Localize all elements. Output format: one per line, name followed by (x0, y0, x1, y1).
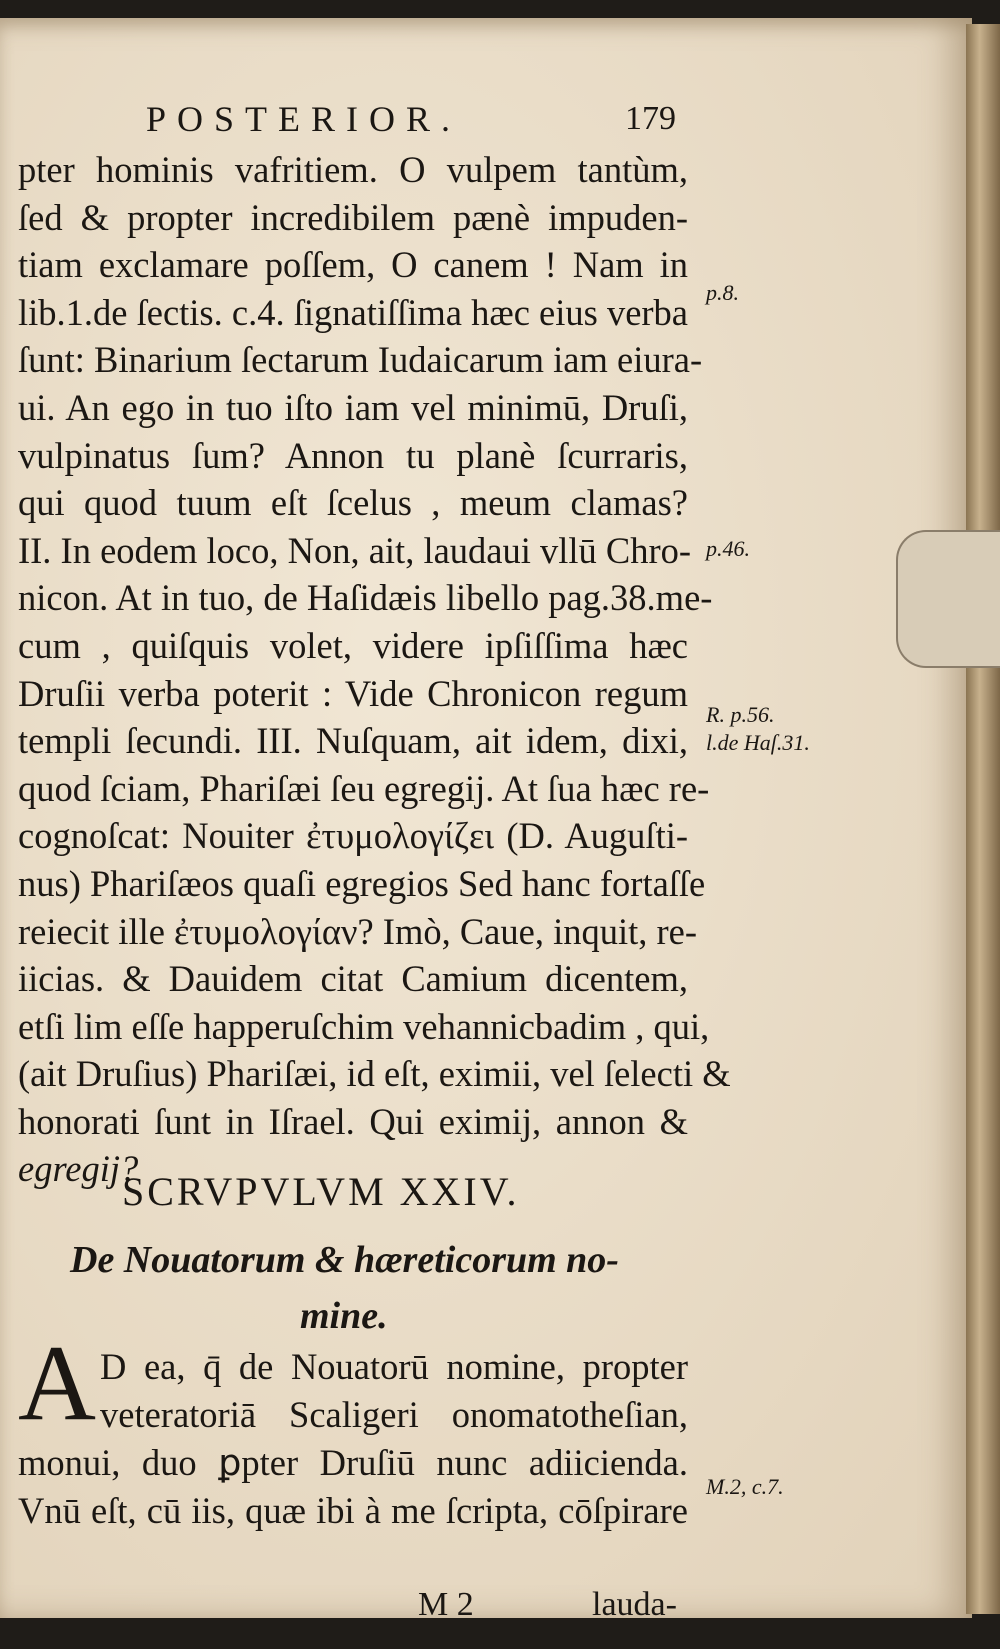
text-line: (ait Druſius) Phariſæi, id eſt, eximii, vel ſelecti & (18, 1053, 731, 1095)
running-title: POSTERIOR. (146, 99, 462, 139)
signature-mark: M 2 (418, 1586, 474, 1623)
text-line: iicias. & Dauidem citat Camium dicentem, (18, 958, 688, 1000)
book-page (0, 18, 972, 1623)
page-edge (966, 24, 1000, 1614)
text-line: cum , quiſquis volet, videre ipſiſſima hæc (18, 624, 688, 666)
margin-note: p.46. (706, 536, 750, 561)
text-line: nus) Phariſæos quaſi egregios Sed hanc fortaſſe (18, 862, 706, 904)
opening-paragraph (18, 1343, 688, 1535)
text-line: II. In eodem loco, Non, ait, laudaui vllū Chro- (18, 529, 692, 571)
catchword: lauda- (592, 1586, 677, 1623)
section-subtitle: De Nouatorum & hæreticorum no- (70, 1239, 619, 1281)
margin-note: l.de Haſ.31. (706, 730, 810, 755)
text-line: veteratoriā Scaligeri onomatotheſian, (100, 1394, 688, 1435)
section-heading: SCRVPVLVM XXIV. (122, 1169, 520, 1214)
margin-note: M.2, c.7. (706, 1474, 784, 1499)
page-number: 179 (625, 100, 676, 137)
margin-note: p.8. (706, 280, 739, 305)
text-line: ui. An ego in tuo iſto iam vel minimū, Druſi, (18, 386, 688, 428)
text-line: honorati ſunt in Iſrael. Qui eximij, annon & (18, 1100, 688, 1142)
text-line: egregij? (18, 1148, 139, 1190)
text-line: lib.1.de ſectis. c.4. ſignatiſſima hæc eius verba (18, 291, 689, 333)
text-line: D ea, q̄ de Nouatorū nomine, propter (100, 1346, 688, 1387)
text-line: templi ſecundi. III. Nuſquam, ait idem, dixi, (18, 720, 688, 762)
clip-tab (896, 530, 1000, 668)
drop-capital: A (18, 1324, 96, 1443)
text-line: cognoſcat: Nouiter ἐτυμολογίζει (D. Auguſti- (18, 815, 688, 857)
text-line: tiam exclamare poſſem, O canem ! Nam in (18, 244, 688, 286)
text-line: qui quod tuum eſt ſcelus , meum clamas? (18, 482, 688, 524)
text-line: vulpinatus ſum? Annon tu planè ſcurraris, (18, 434, 688, 476)
text-line: reiecit ille ἐτυμολογίαν? Imò, Caue, inquit, re- (18, 910, 698, 952)
text-line: quod ſciam, Phariſæi ſeu egregij. At ſua hæc re- (18, 767, 710, 809)
text-line: ſed & propter incredibilem pænè impuden- (18, 196, 688, 238)
text-line: ſunt: Binarium ſectarum Iudaicarum iam eiura- (18, 339, 703, 381)
text-line: nicon. At in tuo, de Haſidæis libello pag.38.me- (18, 577, 713, 619)
text-line: etſi lim eſſe happeruſchim vehannicbadim , qui, (18, 1005, 710, 1047)
text-line: monui, duo ꝑpter Druſiū nunc adiicienda. (18, 1442, 688, 1483)
section-subtitle: mine. (300, 1295, 388, 1337)
text-line: Vnū eſt, cū iis, quæ ibi à me ſcripta, cōſpirare (18, 1490, 688, 1531)
running-header (146, 98, 676, 142)
text-line: Druſii verba poterit : Vide Chronicon regum (18, 672, 688, 714)
margin-note: R. p.56. (706, 702, 775, 727)
text-line: pter hominis vafritiem. O vulpem tantùm, (18, 149, 688, 190)
